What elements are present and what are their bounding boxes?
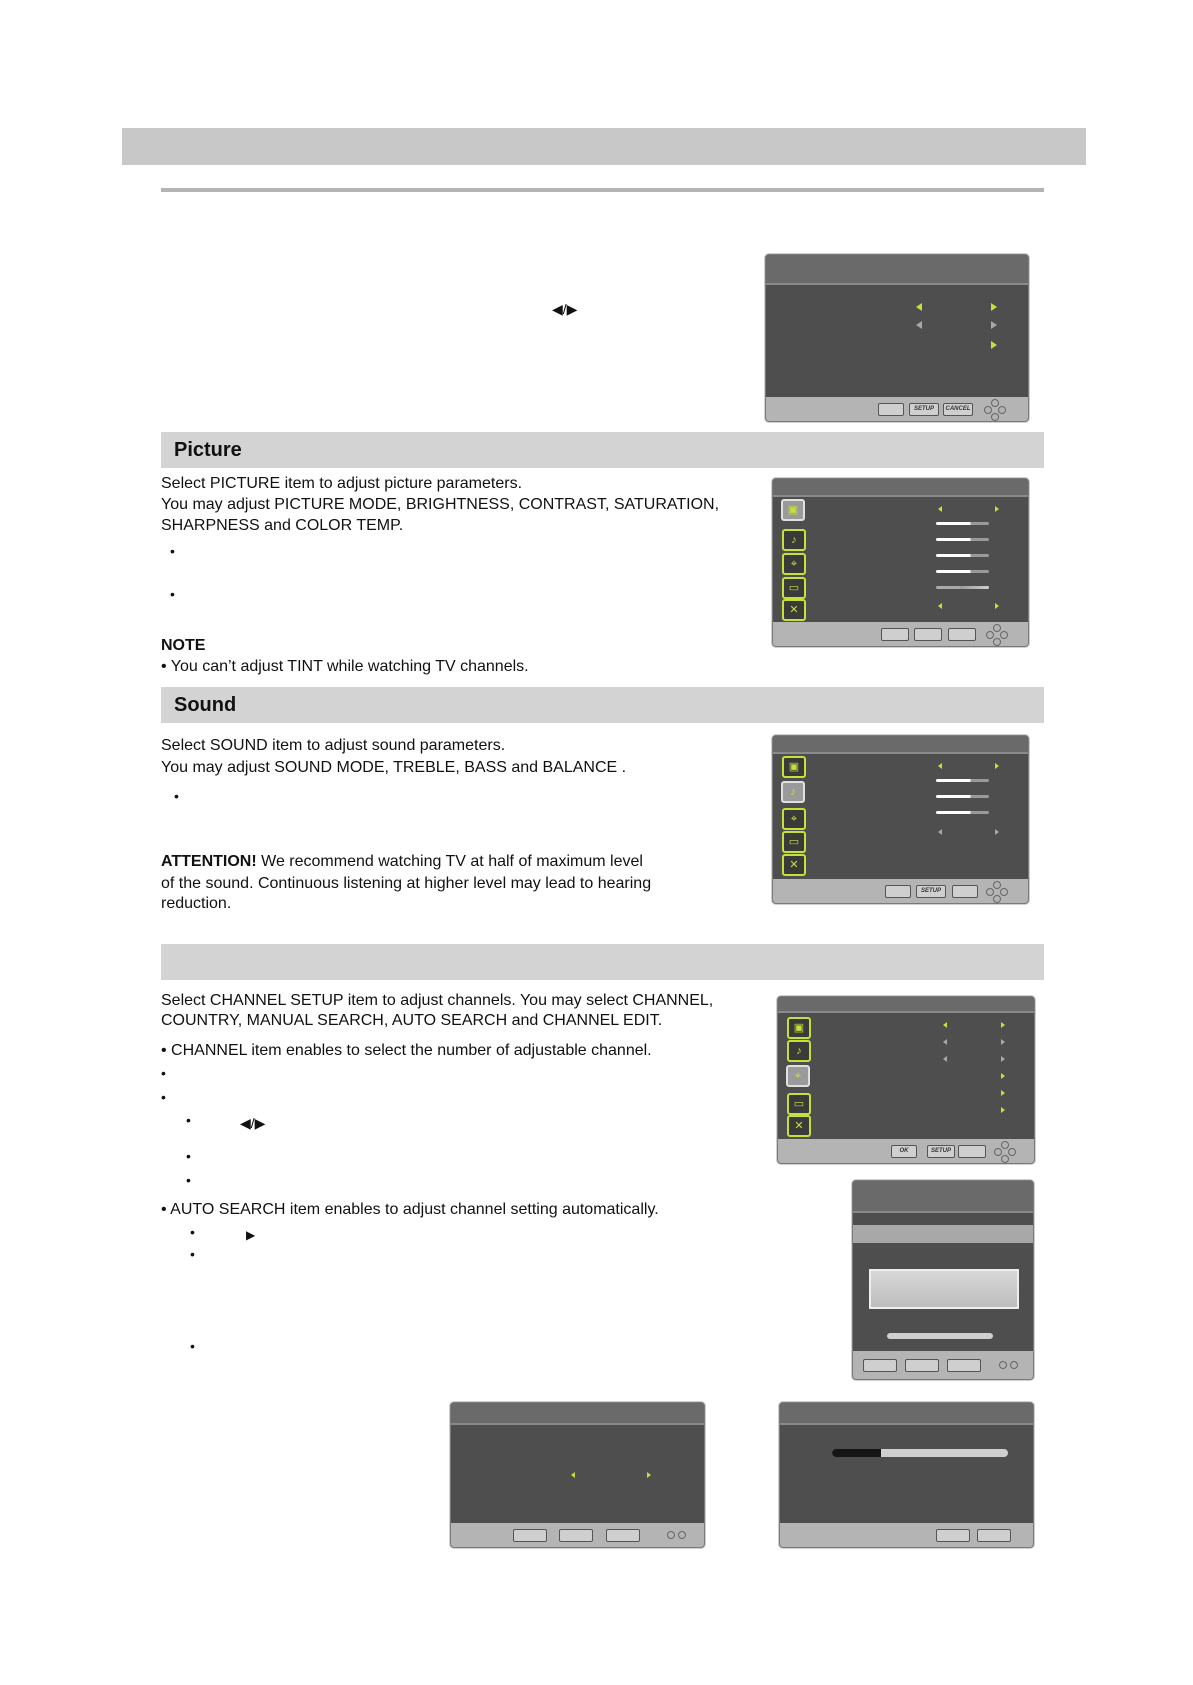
setup-button[interactable]: SETUP — [909, 403, 939, 416]
sound-icon[interactable]: ♪ — [782, 529, 806, 551]
channel-icon[interactable]: ⌖ — [782, 553, 806, 575]
bullet: • — [190, 1338, 195, 1354]
blank-button[interactable] — [947, 1359, 981, 1372]
tint-slider — [936, 586, 989, 589]
scan-progress-bar — [832, 1449, 1008, 1457]
panel-header — [766, 255, 1028, 285]
sharpness-slider[interactable] — [936, 570, 989, 573]
bass-slider[interactable] — [936, 795, 989, 798]
sound-section-title: Sound — [174, 694, 237, 716]
panel-header — [773, 479, 1028, 497]
brightness-slider[interactable] — [936, 522, 989, 525]
auto-search-dialog — [852, 1180, 1034, 1380]
right-arrow-icon[interactable] — [995, 603, 999, 609]
dialog-header — [780, 1403, 1033, 1425]
bullet: • — [161, 1089, 166, 1105]
treble-slider[interactable] — [936, 779, 989, 782]
sound-section-bar — [161, 687, 1044, 723]
scan-progress-fill — [832, 1449, 881, 1457]
channel-menu-panel — [777, 996, 1035, 1164]
blank-button[interactable] — [914, 628, 942, 641]
arrows-lr-icon: ◀/▶ — [552, 301, 578, 317]
message-box — [869, 1269, 1019, 1309]
navigation-pad-icon — [999, 1359, 1023, 1369]
attention-line-2: of the sound. Continuous listening at higher level may lead to hearing — [161, 875, 652, 892]
highlight-row[interactable] — [853, 1225, 1033, 1243]
right-arrow-icon[interactable] — [647, 1472, 651, 1478]
bullet: • — [186, 1112, 191, 1128]
bullet: • — [170, 586, 175, 602]
panel-header — [773, 736, 1028, 754]
right-arrow-icon[interactable] — [1001, 1022, 1005, 1028]
picture-icon[interactable]: ▣ — [781, 499, 805, 521]
dialog-footer — [451, 1523, 704, 1547]
left-arrow-icon[interactable] — [943, 1056, 947, 1062]
blank-button[interactable] — [559, 1529, 593, 1542]
dialog-footer — [853, 1351, 1033, 1379]
bullet: • — [186, 1148, 191, 1164]
channel-item-text: • CHANNEL item enables to select the number of adjustable channel. — [161, 1042, 652, 1059]
setup-button[interactable]: SETUP — [927, 1145, 955, 1158]
bullet: • — [170, 543, 175, 559]
blank-button[interactable] — [936, 1529, 970, 1542]
right-arrow-icon[interactable] — [995, 829, 999, 835]
note-text: • You can’t adjust TINT while watching TV channels. — [161, 658, 529, 675]
picture-line-2: You may adjust PICTURE MODE, BRIGHTNESS, CONTRAST, SATURATION, — [161, 496, 720, 513]
left-arrow-icon[interactable] — [938, 829, 942, 835]
channel-line-1: Select CHANNEL SETUP item to adjust channels. You may select CHANNEL, — [161, 992, 714, 1009]
blank-button[interactable] — [881, 628, 909, 641]
picture-icon[interactable]: ▣ — [782, 756, 806, 778]
blank-button[interactable] — [977, 1529, 1011, 1542]
scan-progress-dialog — [779, 1402, 1034, 1548]
left-arrow-icon[interactable] — [571, 1472, 575, 1478]
menu-panel-main — [765, 254, 1029, 422]
right-arrow-icon[interactable] — [991, 321, 997, 329]
tools-icon[interactable]: ✕ — [782, 854, 806, 876]
attention-text: We recommend watching TV at half of maximum level — [256, 853, 643, 870]
blank-button[interactable] — [905, 1359, 939, 1372]
auto-search-item-text: • AUTO SEARCH item enables to adjust channel setting automatically. — [161, 1201, 659, 1218]
attention-line-3: reduction. — [161, 895, 232, 912]
saturation-slider[interactable] — [936, 554, 989, 557]
ok-button[interactable]: OK — [891, 1145, 917, 1158]
blank-button[interactable] — [878, 403, 904, 416]
picture-menu-panel — [772, 478, 1029, 647]
sound-line-2: You may adjust SOUND MODE, TREBLE, BASS and BALANCE . — [161, 759, 627, 776]
bullet: • — [190, 1224, 195, 1240]
header-rule — [161, 188, 1044, 192]
bullet: • — [174, 788, 179, 804]
navigation-pad-icon — [986, 881, 1006, 901]
progress-track — [887, 1333, 993, 1339]
setup-button[interactable]: SETUP — [916, 885, 946, 898]
attention-line-1 — [161, 851, 643, 873]
picture-section-bar — [161, 432, 1044, 468]
screen-icon[interactable]: ▭ — [782, 577, 806, 599]
dialog-header — [853, 1181, 1033, 1213]
navigation-pad-icon — [984, 399, 1004, 419]
blank-button[interactable] — [863, 1359, 897, 1372]
panel-footer — [778, 1139, 1034, 1163]
picture-icon[interactable]: ▣ — [787, 1017, 811, 1039]
blank-button[interactable] — [513, 1529, 547, 1542]
screen-icon[interactable]: ▭ — [787, 1093, 811, 1115]
navigation-pad-icon — [994, 1141, 1014, 1161]
arrow-right-icon: ▶ — [246, 1228, 256, 1242]
sound-menu-panel — [772, 735, 1029, 904]
right-arrow-icon[interactable] — [991, 303, 997, 311]
picture-section-title: Picture — [174, 439, 242, 461]
navigation-pad-icon — [667, 1529, 691, 1539]
left-arrow-icon[interactable] — [916, 303, 922, 311]
balance-slider[interactable] — [936, 811, 989, 814]
right-arrow-icon[interactable] — [1001, 1039, 1005, 1045]
right-arrow-icon[interactable] — [1001, 1056, 1005, 1062]
left-arrow-icon[interactable] — [938, 763, 942, 769]
right-arrow-icon[interactable] — [1001, 1107, 1005, 1113]
blank-button[interactable] — [958, 1145, 986, 1158]
dialog-header — [451, 1403, 704, 1425]
right-arrow-icon[interactable] — [995, 763, 999, 769]
right-arrow-icon[interactable] — [1001, 1090, 1005, 1096]
manual-search-dialog — [450, 1402, 705, 1548]
header-bar — [122, 128, 1086, 165]
left-arrow-icon[interactable] — [938, 506, 942, 512]
attention-title: ATTENTION! — [161, 853, 257, 870]
channel-icon[interactable]: ⌖ — [786, 1065, 810, 1087]
tools-icon[interactable]: ✕ — [787, 1115, 811, 1137]
blank-button[interactable] — [948, 628, 976, 641]
panel-footer — [773, 879, 1028, 903]
sound-icon[interactable]: ♪ — [781, 781, 805, 803]
sound-icon[interactable]: ♪ — [787, 1040, 811, 1062]
bullet: • — [186, 1172, 191, 1188]
panel-footer — [773, 622, 1028, 646]
left-arrow-icon[interactable] — [916, 321, 922, 329]
blank-button[interactable] — [606, 1529, 640, 1542]
arrows-lr-icon: ◀/▶ — [240, 1115, 266, 1131]
screen-icon[interactable]: ▭ — [782, 831, 806, 853]
note-title: NOTE — [161, 637, 206, 654]
left-arrow-icon[interactable] — [938, 603, 942, 609]
bullet: • — [190, 1246, 195, 1262]
cancel-button[interactable]: CANCEL — [943, 403, 973, 416]
sound-line-1: Select SOUND item to adjust sound parameters. — [161, 737, 506, 754]
left-arrow-icon[interactable] — [943, 1022, 947, 1028]
tools-icon[interactable]: ✕ — [782, 599, 806, 621]
channel-section-bar — [161, 944, 1044, 980]
picture-line-3: SHARPNESS and COLOR TEMP. — [161, 517, 404, 534]
picture-line-1: Select PICTURE item to adjust picture parameters. — [161, 475, 523, 492]
bullet: • — [161, 1065, 166, 1081]
blank-button[interactable] — [885, 885, 911, 898]
right-arrow-icon[interactable] — [1001, 1073, 1005, 1079]
contrast-slider[interactable] — [936, 538, 989, 541]
blank-button[interactable] — [952, 885, 978, 898]
right-arrow-icon[interactable] — [991, 341, 997, 349]
left-arrow-icon[interactable] — [943, 1039, 947, 1045]
panel-header — [778, 997, 1034, 1013]
navigation-pad-icon — [986, 624, 1006, 644]
dialog-footer — [780, 1523, 1033, 1547]
panel-footer — [766, 397, 1028, 421]
channel-line-2: COUNTRY, MANUAL SEARCH, AUTO SEARCH and CHANNEL EDIT. — [161, 1012, 663, 1029]
channel-icon[interactable]: ⌖ — [782, 808, 806, 830]
right-arrow-icon[interactable] — [995, 506, 999, 512]
